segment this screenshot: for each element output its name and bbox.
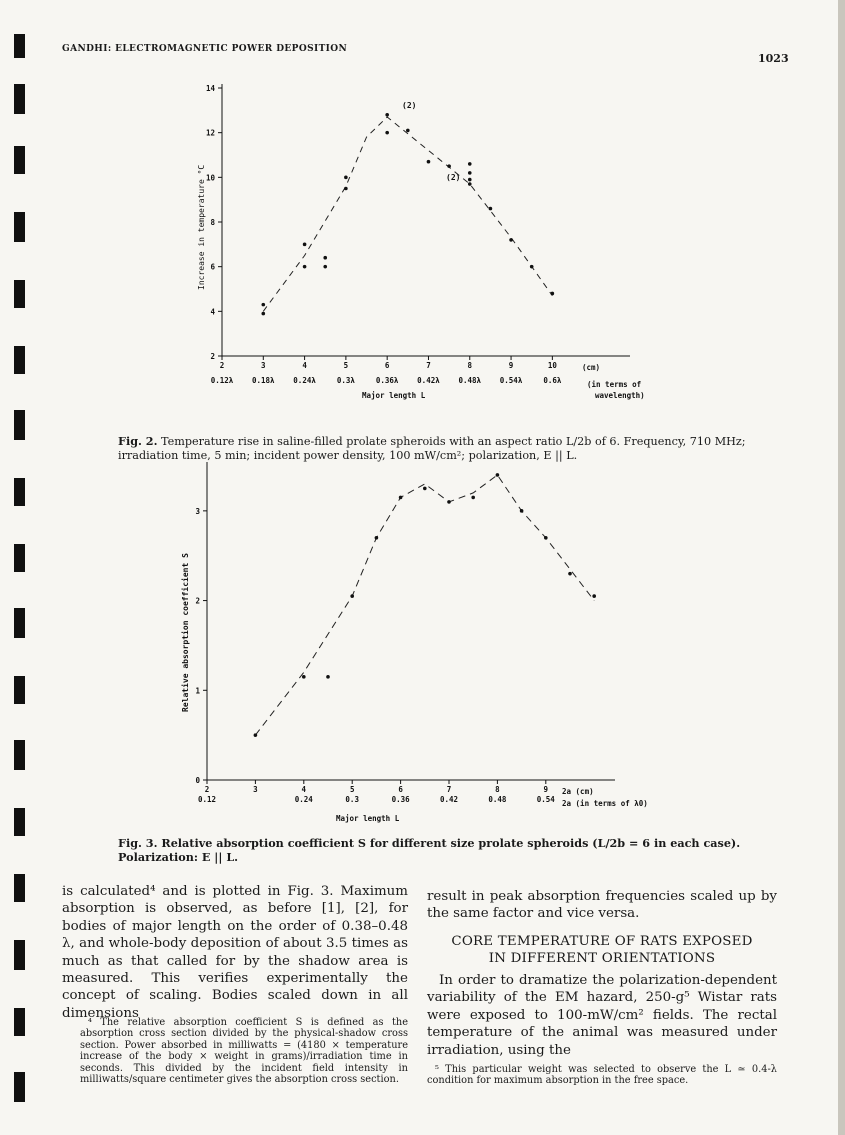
registration-mark	[14, 84, 25, 114]
registration-mark	[14, 940, 25, 970]
f3-x-tick-label: 3	[253, 785, 258, 794]
f2-x-wavelength-label: 0.12λ	[210, 376, 234, 385]
registration-mark	[14, 608, 25, 638]
fig2-x-unit-wavelength: (in terms of	[587, 380, 642, 389]
f3-data-point	[520, 509, 524, 513]
f2-x-tick-label: 2	[219, 361, 225, 370]
f2-data-point	[303, 265, 307, 269]
f3-data-point	[592, 594, 596, 598]
f2-x-tick-label: 5	[343, 361, 349, 370]
registration-mark	[14, 740, 25, 770]
fig2-x-unit-cm: (cm)	[582, 363, 601, 372]
f2-data-point	[344, 176, 348, 180]
registration-mark	[14, 346, 25, 374]
f2-x-wavelength-label: 0.24λ	[293, 376, 316, 385]
f2-x-wavelength-label: 0.18λ	[252, 376, 275, 385]
f2-data-point	[468, 162, 472, 166]
f3-data-point	[447, 500, 451, 504]
registration-mark	[14, 34, 25, 58]
f3-x-tick-label: 9	[543, 785, 549, 794]
f3-x-wavelength-label: 0.3	[345, 795, 359, 804]
f2-data-point	[509, 238, 513, 242]
f2-data-point	[468, 178, 472, 182]
f2-x-tick-label: 6	[384, 361, 390, 370]
page-number: 1023	[758, 52, 789, 65]
f2-x-tick-label: 8	[467, 361, 473, 370]
body-right-paragraph-2: In order to dramatize the polarization-dependent variability of the EM hazard, 250-g⁵ Wistar rats were exposed to 100-mW/cm² fields. The rectal temperature of the animal was measured under irradiation, using the	[427, 973, 777, 1058]
registration-mark	[14, 874, 25, 902]
f2-x-wavelength-label: 0.42λ	[417, 376, 440, 385]
f3-data-point	[254, 733, 258, 737]
f3-data-point	[544, 536, 548, 540]
f2-y-tick-label: 12	[205, 128, 215, 138]
fig2-chart	[190, 80, 660, 425]
f3-x-tick-label: 4	[301, 785, 307, 794]
f3-data-point	[568, 572, 572, 576]
fig2-caption-label: Fig. 2.	[118, 434, 158, 448]
f2-data-point	[261, 303, 265, 307]
f3-data-point	[302, 675, 306, 679]
fig2-caption	[118, 434, 780, 463]
f2-x-wavelength-label: 0.6λ	[543, 376, 562, 385]
fig3-x-unit-cm: 2a (cm)	[562, 787, 594, 796]
running-head: GANDHI: ELECTROMAGNETIC POWER DEPOSITION	[62, 44, 348, 54]
fig2-caption-text: Temperature rise in saline-filled prolate spheroids with an aspect ratio L/2b of 6. Frequency, 710 MHz; irradiation time, 5 min; incident power density, 100 mW/cm²; polarization, E || L.	[118, 435, 746, 462]
f2-data-point	[468, 171, 472, 175]
fig3-chart	[170, 462, 670, 827]
f2-data-point	[344, 187, 348, 191]
f3-data-point	[496, 473, 500, 477]
f3-x-tick-label: 6	[398, 785, 403, 794]
f3-x-wavelength-label: 0.12	[197, 795, 217, 804]
f2-data-point	[406, 129, 410, 133]
registration-mark	[14, 478, 25, 506]
section-heading-line2: IN DIFFERENT ORIENTATIONS	[488, 951, 716, 966]
f2-y-tick-label: 8	[210, 218, 215, 227]
f3-y-tick-label: 0	[195, 776, 200, 785]
body-left-paragraph: is calculated⁴ and is plotted in Fig. 3. Maximum absorption is observed, as before [1], [2], for bodies of major length on the order of 0.38–0.48 λ, and whole-body deposition of about 3.5 times as much as that called for by the shadow area is measured. This verifies experimentally the concept of scaling. Bodies scaled down in all dimensions	[62, 884, 408, 1021]
body-right-paragraph: result in peak absorption frequencies scaled up by the same factor and vice versa.	[427, 889, 777, 922]
registration-mark	[14, 146, 25, 174]
fig2-x-unit-wavelength: wavelength)	[595, 391, 645, 400]
f3-x-tick-label: 8	[495, 785, 500, 794]
f2-data-point	[323, 256, 327, 260]
fig3-x-unit-wavelength: 2a (in terms of λ0)	[562, 799, 648, 808]
f2-x-tick-label: 9	[508, 361, 514, 370]
f3-data-point	[350, 594, 354, 598]
fig3-caption-label: Fig. 3.	[118, 836, 158, 850]
f3-y-tick-label: 3	[195, 506, 200, 516]
f3-x-tick-label: 2	[204, 785, 210, 794]
f2-x-wavelength-label: 0.3λ	[336, 376, 355, 385]
f3-x-wavelength-label: 0.36	[391, 795, 410, 804]
f2-y-tick-label: 6	[210, 262, 215, 272]
f2-data-point	[530, 265, 534, 269]
f3-x-wavelength-label: 0.24	[294, 795, 313, 804]
fig3-caption	[118, 836, 780, 864]
f2-data-point	[468, 182, 472, 186]
f3-y-tick-label: 1	[195, 686, 200, 696]
f2-data-point	[385, 131, 389, 135]
f2-data-point	[489, 207, 493, 211]
fig3-caption-text: Relative absorption coefficient S for different size prolate spheroids (L/2b = 6 in each case). Polarization: E || L.	[118, 836, 741, 864]
fig2-annotation-top: (2)	[402, 101, 417, 110]
f3-data-point	[375, 536, 379, 540]
f2-x-tick-label: 7	[426, 361, 431, 370]
registration-mark	[14, 808, 25, 836]
f3-y-tick-label: 2	[195, 596, 200, 606]
registration-mark	[14, 280, 25, 308]
footnote-5: ⁵ This particular weight was selected to observe the L ≃ 0.4-λ condition for maximum absorption in the free space.	[427, 1064, 777, 1087]
f2-y-tick-label: 2	[210, 352, 215, 361]
f2-y-tick-label: 14	[205, 84, 215, 93]
f2-y-tick-label: 10	[205, 173, 215, 183]
fig3-dashed-curve	[255, 475, 594, 735]
registration-mark	[14, 212, 25, 242]
fig2-annotation-mid: (2)	[446, 173, 461, 182]
f2-data-point	[385, 113, 389, 117]
registration-mark	[14, 544, 25, 572]
fig3-y-axis-label: Relative absorption coefficient S	[181, 553, 190, 712]
fig2-y-axis-label: Increase in temperature °C	[197, 164, 206, 290]
f2-data-point	[303, 243, 307, 247]
f2-data-point	[551, 292, 555, 296]
footnote-4: ⁴ The relative absorption coefficient S is defined as the absorption cross section divided by the physical-shadow cross section. Power absorbed in milliwatts = (4180 × temperature increase of the body × weight in grams)/irradiation time in seconds. This divided by the incident field intensity in milliwatts/square centimeter gives the absorption cross section.	[80, 1017, 408, 1086]
f2-data-point	[447, 164, 451, 168]
registration-mark	[14, 410, 25, 440]
registration-mark	[14, 1008, 25, 1036]
fig2-dashed-curve	[263, 117, 552, 311]
f2-data-point	[427, 160, 431, 164]
f2-x-tick-label: 4	[302, 361, 307, 370]
f2-x-wavelength-label: 0.36λ	[375, 376, 399, 385]
f3-x-wavelength-label: 0.54	[536, 795, 555, 804]
registration-mark	[14, 1072, 25, 1102]
f3-x-tick-label: 5	[349, 785, 355, 794]
section-heading	[427, 933, 777, 967]
f2-x-wavelength-label: 0.54λ	[499, 376, 523, 385]
section-heading-line1: CORE TEMPERATURE OF RATS EXPOSED	[451, 934, 753, 949]
f2-data-point	[323, 265, 327, 269]
f2-x-tick-label: 3	[261, 361, 266, 370]
registration-mark	[14, 676, 25, 704]
f2-y-tick-label: 4	[210, 307, 215, 317]
page-edge	[838, 0, 845, 1135]
f3-x-tick-label: 7	[446, 785, 452, 794]
f3-x-wavelength-label: 0.42	[439, 795, 459, 804]
f2-x-wavelength-label: 0.48λ	[458, 376, 482, 385]
fig3-x-axis-label: Major length L	[336, 814, 400, 823]
fig2-x-axis-label: Major length L	[362, 391, 426, 400]
f2-x-tick-label: 10	[547, 361, 557, 370]
f3-x-wavelength-label: 0.48	[488, 795, 507, 804]
f2-data-point	[261, 312, 265, 316]
f3-data-point	[471, 496, 475, 500]
f3-data-point	[399, 496, 403, 500]
f3-data-point	[326, 675, 330, 679]
f3-data-point	[423, 487, 427, 491]
